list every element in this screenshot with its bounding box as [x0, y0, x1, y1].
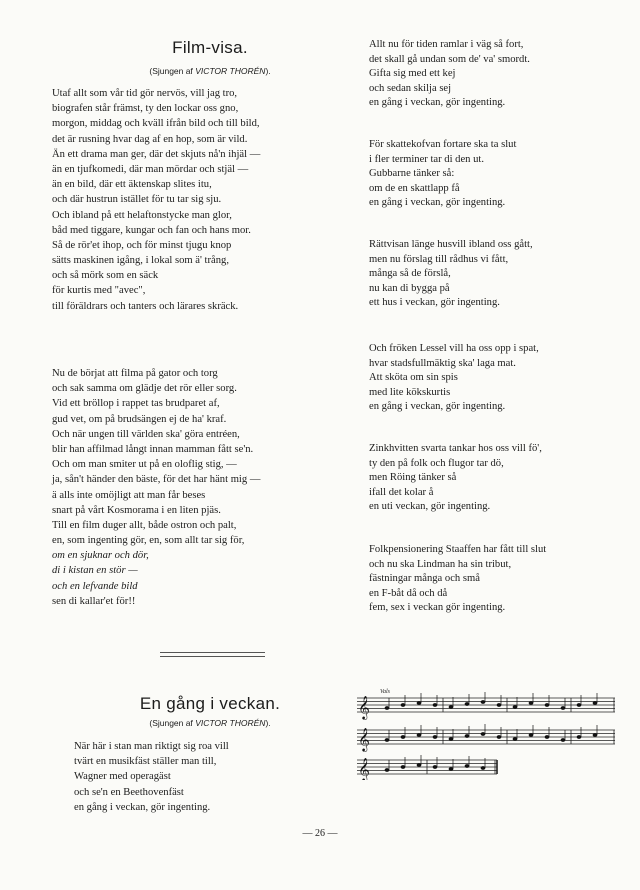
song1-subtitle	[60, 66, 360, 76]
verse-line: blir han affilmad långt innan mamman fått se'n.	[52, 443, 254, 455]
verse-line: det skall gå undan som de' va' smordt.	[369, 53, 530, 65]
music-staves	[357, 698, 615, 774]
verse-line: ett hus i veckan, gör ingenting.	[369, 297, 500, 308]
verse-line: och sak samma om glädje det rör eller sorg.	[52, 383, 237, 395]
verse-line: en F-båt då och då	[369, 587, 448, 599]
verse-line: och där hustrun istället för tu tar sig sju.	[52, 194, 222, 206]
verse-line: fästningar många och små	[369, 573, 480, 584]
bar-lines	[427, 698, 614, 774]
song2-stanza4	[369, 238, 533, 311]
verse-line: i fler terminer tar di den ut.	[369, 153, 485, 165]
verse-line: Rättvisan länge husvill ibland oss gått,	[369, 239, 533, 250]
verse-line: Nu de börjat att filma på gator och torg	[52, 368, 218, 379]
verse-line: Gifta sig med ett kej	[369, 68, 456, 79]
song2-sung-by-prefix: (Sjungen af	[149, 718, 193, 728]
song2-sung-by-suffix: ).	[265, 718, 271, 728]
verse-line: Och när ungen till världen ska' göra entréen,	[52, 428, 240, 440]
song1-stanza2	[52, 366, 260, 609]
treble-clefs	[358, 695, 370, 780]
verse-line: ja, sån't händer den bäste, för det har hänt mig —	[52, 474, 261, 486]
verse-line: och så mörk som en säck	[52, 270, 159, 282]
verse-line: biografen står främst, ty den lockar oss gno,	[52, 103, 239, 115]
verse-line: men Röing tänker så	[369, 472, 457, 483]
song1-sung-by-prefix: (Sjungen af	[149, 66, 193, 76]
song1-singer: VICTOR THORÉN	[195, 66, 266, 76]
verse-line: För skattekofvan fortare ska ta slut	[369, 139, 517, 150]
verse-line: Utaf allt som vår tid gör nervös, vill jag tro,	[52, 88, 238, 99]
song2-stanza5	[369, 342, 539, 415]
verse-line: än en bild, där ett äktenskap slites itu,	[52, 179, 212, 191]
verse-line: och sedan skilja sej	[369, 82, 452, 94]
verse-line: sen di kallar'et för!!	[52, 595, 136, 607]
svg-text:𝄞: 𝄞	[358, 727, 370, 751]
verse-line: Gubbarne tänker så:	[369, 168, 455, 179]
separator-rule	[160, 652, 265, 657]
verse-line: gud vet, om på brudsängen ej de ha' kraf.	[52, 413, 227, 425]
verse-line-italic: om en sjuknar och dör,	[52, 550, 149, 562]
song2-stanza1	[74, 739, 229, 815]
verse-line: ä alls inte omöjligt att man får beses	[52, 489, 206, 501]
song1-stanza1	[52, 86, 260, 314]
verse-line: och nu ska Lindman ha sin tribut,	[369, 558, 512, 570]
verse-line: många så de förslå,	[369, 268, 451, 279]
verse-line: fem, sex i veckan gör ingenting.	[369, 602, 506, 613]
verse-line: Folkpensionering Staaffen har fått till slut	[369, 544, 547, 555]
song1-sung-by-suffix: ).	[265, 66, 271, 76]
verse-line: Att sköta om sin spis	[369, 372, 458, 383]
verse-line-italic: di i kistan en stör —	[52, 565, 138, 577]
verse-line: Zinkhvitten svarta tankar hos oss vill fö',	[369, 443, 542, 454]
page-number: — 26 —	[302, 828, 338, 839]
verse-line: men nu förslag till rådhus vi fått,	[369, 253, 509, 265]
song2-subtitle	[60, 718, 360, 728]
verse-line: och se'n en Beethovenfäst	[74, 786, 184, 798]
svg-text:𝄞: 𝄞	[358, 757, 370, 780]
song2-stanza7	[369, 543, 546, 616]
verse-line: Vid ett bröllop i rappet tas brudparet af,	[52, 398, 220, 410]
verse-line: till föräldrars och tanters och lärares skräck.	[52, 300, 239, 312]
song2-stanza3	[369, 138, 516, 211]
verse-line: båd med tiggare, kungar och fan och hans mor.	[52, 224, 251, 236]
verse-line-italic: och en lefvande bild	[52, 580, 138, 592]
verse-line: det är rusning hvar dag af en hop, som är vild.	[52, 133, 248, 145]
verse-line: När här i stan man riktigt sig roa vill	[74, 741, 229, 752]
verse-line: ty den på folk och flugor tar dö,	[369, 457, 504, 469]
verse-line: hvar stadsfullmäktig ska' laga mat.	[369, 357, 516, 369]
song1-title: Film-visa.	[172, 38, 248, 57]
song2-stanza2	[369, 38, 530, 111]
verse-line: ifall det kolar å	[369, 486, 434, 498]
verse-line: Så de rör'et ihop, och för minst tjugu knop	[52, 239, 232, 251]
verse-line: Och fröken Lessel vill ha oss opp i spat,	[369, 343, 539, 354]
verse-line: snart på vårt Kosmorama i en liten pjäs.	[52, 504, 221, 516]
verse-line: en gång i veckan, gör ingenting.	[369, 97, 506, 108]
verse-line: Wagner med operagäst	[74, 771, 171, 783]
verse-line: en uti veckan, gör ingenting.	[369, 501, 491, 512]
verse-line: om de en skattlapp få	[369, 182, 460, 194]
verse-line: sätts maskinen igång, i lokal som ä' trång,	[52, 255, 229, 267]
song2-title: En gång i veckan.	[139, 694, 281, 713]
verse-line: Allt nu för tiden ramlar i väg så fort,	[369, 39, 524, 50]
verse-line: morgon, middag och kväll ifrån bild och till bild,	[52, 118, 260, 130]
verse-line: en, som ingenting gör, en, som allt tar sig för,	[52, 535, 245, 547]
verse-line: Och ibland på ett helaftonstycke man glor,	[52, 209, 232, 221]
verse-line: nu kan di bygga på	[369, 282, 450, 294]
verse-line: Och om man smiter ut på en oloflig stig, —	[52, 459, 237, 471]
song2-singer: VICTOR THORÉN	[195, 718, 266, 728]
verse-line: Till en film duger allt, både ostron och palt,	[52, 519, 237, 531]
verse-line: för kurtis med "avec",	[52, 285, 146, 297]
music-tempo-mark: Vals	[380, 689, 391, 695]
music-notes	[385, 692, 597, 772]
verse-line: än en tjufkomedi, där man mördar och stjäl —	[52, 163, 249, 175]
song2-stanza6	[369, 442, 542, 515]
svg-text:𝄞: 𝄞	[358, 695, 370, 719]
verse-line: Än ett drama man ger, där det skjuts nå'n ihjäl —	[52, 148, 261, 160]
verse-line: en gång i veckan, gör ingenting.	[74, 801, 211, 813]
verse-line: en gång i veckan, gör ingenting.	[369, 401, 506, 412]
verse-line: med lite kökskurtis	[369, 386, 451, 398]
verse-line: en gång i veckan, gör ingenting.	[369, 197, 506, 208]
music-notation	[357, 688, 615, 780]
verse-line: tvärt en musikfäst ställer man till,	[74, 756, 217, 768]
